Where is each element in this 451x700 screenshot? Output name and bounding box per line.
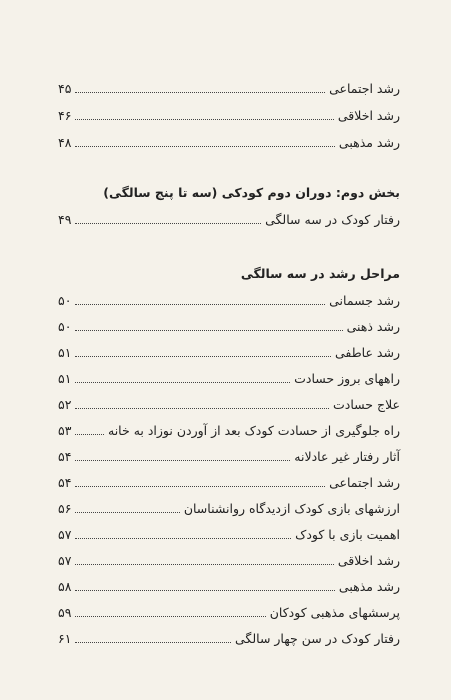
toc-entry-title: رفتار کودک در سن چهار سالگی [235, 631, 400, 646]
toc-page-number: ۵۳ [58, 423, 72, 438]
toc-page-number: ۵۰ [58, 319, 72, 334]
toc-page-number: ۵۸ [58, 579, 72, 594]
toc-entry-title: رشد مذهبی [338, 579, 400, 594]
dot-leader [75, 434, 104, 435]
toc-page-number: ۵۷ [58, 527, 72, 542]
toc-entry[interactable] [58, 444, 400, 466]
toc-entry[interactable] [58, 574, 400, 596]
dot-leader [75, 512, 179, 513]
dot-leader [75, 119, 333, 120]
toc-entry[interactable] [58, 314, 400, 336]
toc-entry-title: ارزشهای بازی کودک ازدیدگاه روانشناسان [183, 501, 400, 516]
toc-page-number: ۵۶ [58, 501, 72, 516]
toc-entry-title: رشد اجتماعی [329, 475, 400, 490]
toc-entry-title: رشد اخلاقی [337, 553, 400, 568]
toc-entry-title: پرسشهای مذهبی کودکان [269, 605, 400, 620]
dot-leader [75, 330, 342, 331]
toc-entry[interactable] [58, 207, 400, 229]
dot-leader [75, 356, 331, 357]
toc-entry[interactable] [58, 522, 400, 544]
toc-page-number: ۴۶ [58, 108, 72, 123]
toc-entry-title: راههای بروز حسادت [294, 371, 400, 386]
dot-leader [75, 223, 261, 224]
toc-entry[interactable] [58, 600, 400, 622]
toc-page-number: ۵۷ [58, 553, 72, 568]
toc-entry[interactable] [58, 392, 400, 414]
dot-leader [75, 304, 325, 305]
toc-entry-title: اهمیت بازی با کودک [295, 527, 400, 542]
dot-leader [75, 564, 333, 565]
dot-leader [75, 642, 231, 643]
section-heading: بخش دوم: دوران دوم کودکی (سه تا پنج سالگی) [103, 185, 400, 200]
dot-leader [75, 382, 290, 383]
dot-leader [75, 92, 325, 93]
toc-entry-title: راه جلوگیری از حسادت کودک بعد از آوردن نوزاد به خانه [108, 423, 400, 438]
toc-entry[interactable] [58, 418, 400, 440]
toc-entry[interactable] [58, 496, 400, 518]
toc-page-number: ۴۹ [58, 212, 72, 227]
toc-entry[interactable] [58, 626, 400, 648]
toc-page-number: ۵۱ [58, 371, 72, 386]
toc-page-number: ۵۱ [58, 345, 72, 360]
toc-entry-title: رشد اجتماعی [329, 81, 400, 96]
section-heading: مراحل رشد در سه سالگی [240, 266, 400, 281]
toc-entry[interactable] [58, 548, 400, 570]
toc-entry[interactable] [58, 130, 400, 152]
dot-leader [75, 590, 334, 591]
dot-leader [75, 408, 329, 409]
dot-leader [75, 538, 291, 539]
toc-entry-title: رشد جسمانی [329, 293, 400, 308]
toc-page-number: ۵۹ [58, 605, 72, 620]
toc-entry[interactable] [58, 103, 400, 125]
toc-page-number: ۴۸ [58, 135, 72, 150]
toc-entry-title: رشد ذهنی [346, 319, 400, 334]
toc-page-number: ۵۰ [58, 293, 72, 308]
toc-entry-title: علاج حسادت [333, 397, 400, 412]
dot-leader [75, 460, 290, 461]
dot-leader [75, 146, 334, 147]
toc-entry[interactable] [58, 340, 400, 362]
dot-leader [75, 486, 325, 487]
dot-leader [75, 616, 265, 617]
toc-entry-title: رفتار کودک در سه سالگی [265, 212, 400, 227]
toc-entry-title: رشد عاطفی [334, 345, 400, 360]
toc-entry[interactable] [58, 366, 400, 388]
toc-entry-title: رشد مذهبی [338, 135, 400, 150]
toc-entry-title: رشد اخلاقی [337, 108, 400, 123]
toc-page-number: ۶۱ [58, 631, 72, 646]
toc-page-number: ۵۴ [58, 449, 72, 464]
toc-page-number: ۵۲ [58, 397, 72, 412]
toc-entry-title: آثار رفتار غیر عادلانه [294, 449, 400, 464]
toc-entry[interactable] [58, 76, 400, 98]
toc-page-number: ۴۵ [58, 81, 72, 96]
toc-page-number: ۵۴ [58, 475, 72, 490]
toc-entry[interactable] [58, 288, 400, 310]
toc-entry[interactable] [58, 470, 400, 492]
